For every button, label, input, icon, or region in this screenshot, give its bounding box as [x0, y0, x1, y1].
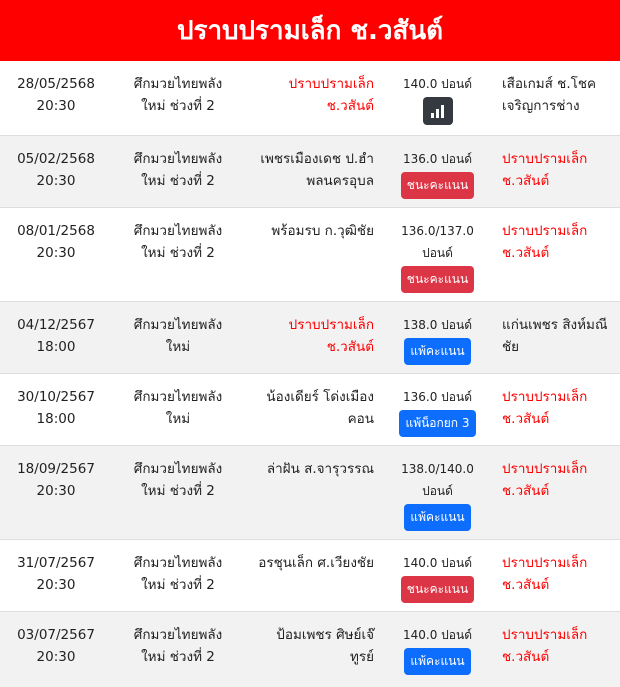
- fight-date: 28/05/2568 20:30: [17, 76, 95, 114]
- event-name: ศึกมวยไทยพลัง ใหม่ ช่วงที่ 2: [133, 627, 223, 665]
- fighter-right-link[interactable]: ปราบปรามเล็ก ช.วสันต์: [502, 223, 588, 261]
- fighter-right-link[interactable]: ปราบปรามเล็ก ช.วสันต์: [502, 151, 588, 189]
- event-name: ศึกมวยไทยพลัง ใหม่ ช่วงที่ 2: [133, 461, 223, 499]
- page-title: ปราบปรามเล็ก ช.วสันต์: [176, 16, 444, 46]
- event-name: ศึกมวยไทยพลัง ใหม่: [133, 389, 223, 427]
- result-badge: แพ้คะแนน: [404, 648, 470, 675]
- weight-unit: ปอนด์: [422, 484, 453, 498]
- event-name: ศึกมวยไทยพลัง ใหม่: [133, 317, 223, 355]
- bar-chart-icon: [430, 104, 446, 118]
- fight-history-table: [0, 61, 620, 687]
- event-name: ศึกมวยไทยพลัง ใหม่ ช่วงที่ 2: [133, 76, 223, 114]
- fighter-left-link[interactable]: น้องเดียร์ โด่งเมือง คอน: [266, 389, 374, 427]
- table-row: [0, 301, 620, 373]
- table-row: [0, 61, 620, 135]
- table-row: [0, 539, 620, 611]
- weight-label: 140.0 ปอนด์: [403, 77, 472, 91]
- fighter-left-link[interactable]: เพชรเมืองเดช ป.ฮำ พลนครอุบล: [260, 151, 374, 189]
- fight-date: 04/12/2567 18:00: [17, 317, 95, 355]
- fighter-left-link[interactable]: ป้อมเพชร ศิษย์เจ๊ ทูรย์: [276, 627, 374, 665]
- fight-result: [395, 552, 480, 603]
- fight-result: [395, 458, 480, 531]
- fighter-right-link[interactable]: ปราบปรามเล็ก ช.วสันต์: [502, 461, 588, 499]
- table-row: [0, 611, 620, 687]
- fighter-right-link[interactable]: ปราบปรามเล็ก ช.วสันต์: [502, 389, 588, 427]
- result-badge: แพ้คะแนน: [404, 504, 470, 531]
- fighter-right-link[interactable]: เสือเกมส์ ช.โชค เจริญการช่าง: [502, 76, 597, 114]
- fighter-left-link[interactable]: ล่าฝัน ส.จารุวรรณ: [266, 461, 374, 477]
- weight-label: 138.0 ปอนด์: [403, 318, 472, 332]
- fight-date: 18/09/2567 20:30: [17, 461, 95, 499]
- fight-result: [395, 314, 480, 365]
- fight-result: [395, 73, 480, 125]
- result-badge: ชนะคะแนน: [401, 266, 474, 293]
- fight-date: 05/02/2568 20:30: [17, 151, 95, 189]
- page-header: [0, 0, 620, 61]
- result-badge: แพ้คะแนน: [404, 338, 470, 365]
- table-row: [0, 373, 620, 445]
- fight-result: [395, 148, 480, 199]
- weight-label: 140.0 ปอนด์: [403, 628, 472, 642]
- weight-unit: ปอนด์: [422, 246, 453, 260]
- weight-label: 136.0 ปอนด์: [403, 390, 472, 404]
- result-badge: ชนะคะแนน: [401, 576, 474, 603]
- result-badge: ชนะคะแนน: [401, 172, 474, 199]
- fighter-left-link[interactable]: พร้อมรบ ก.วุฒิชัย: [271, 223, 374, 239]
- weight-label: 136.0/137.0: [401, 224, 474, 238]
- result-badge: แพ้น็อกยก 3: [399, 410, 475, 437]
- stats-button[interactable]: [423, 97, 453, 125]
- fight-date: 08/01/2568 20:30: [17, 223, 95, 261]
- fighter-left-link[interactable]: ปราบปรามเล็ก ช.วสันต์: [288, 317, 374, 355]
- weight-label: 138.0/140.0: [401, 462, 474, 476]
- weight-label: 140.0 ปอนด์: [403, 556, 472, 570]
- event-name: ศึกมวยไทยพลัง ใหม่ ช่วงที่ 2: [133, 151, 223, 189]
- fighter-right-link[interactable]: แก่นเพชร สิงห์มณี ชัย: [502, 317, 608, 355]
- fight-result: [395, 386, 480, 437]
- weight-label: 136.0 ปอนด์: [403, 152, 472, 166]
- table-row: [0, 135, 620, 207]
- fight-date: 03/07/2567 20:30: [17, 627, 95, 665]
- fight-result: [395, 220, 480, 293]
- fight-date: 31/07/2567 20:30: [17, 555, 95, 593]
- fighter-right-link[interactable]: ปราบปรามเล็ก ช.วสันต์: [502, 627, 588, 665]
- fighter-left-link[interactable]: อรชุนเล็ก ศ.เวียงชัย: [258, 555, 374, 571]
- event-name: ศึกมวยไทยพลัง ใหม่ ช่วงที่ 2: [133, 555, 223, 593]
- table-row: [0, 207, 620, 301]
- fight-date: 30/10/2567 18:00: [17, 389, 95, 427]
- fighter-left-link[interactable]: ปราบปรามเล็ก ช.วสันต์: [288, 76, 374, 114]
- fighter-right-link[interactable]: ปราบปรามเล็ก ช.วสันต์: [502, 555, 588, 593]
- event-name: ศึกมวยไทยพลัง ใหม่ ช่วงที่ 2: [133, 223, 223, 261]
- fight-result: [395, 624, 480, 675]
- table-row: [0, 445, 620, 539]
